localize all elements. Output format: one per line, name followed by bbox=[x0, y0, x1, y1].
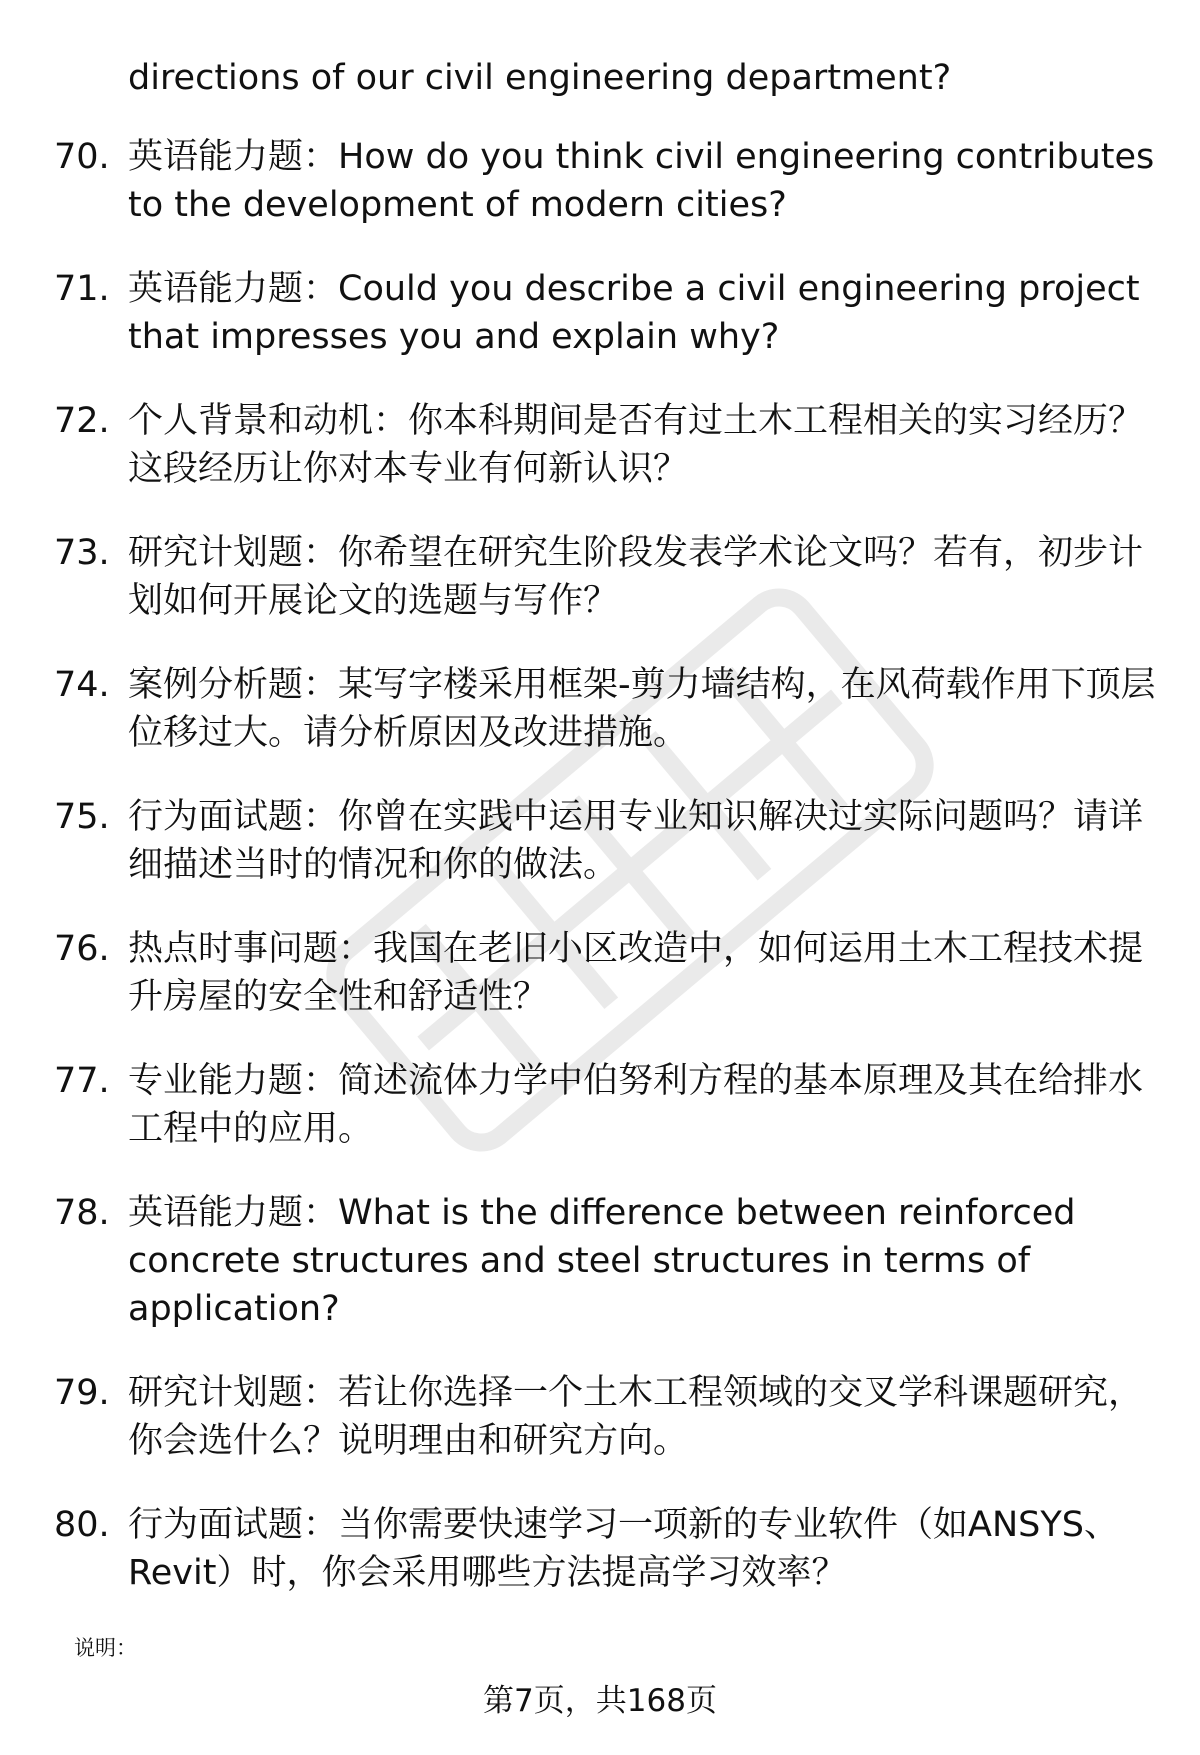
question-number: 78. bbox=[54, 1193, 110, 1233]
question-content bbox=[0, 54, 1200, 1633]
question-item bbox=[0, 1501, 1200, 1597]
question-number: 73. bbox=[54, 533, 110, 573]
question-item bbox=[0, 397, 1200, 493]
question-text: 行为面试题：当你需要快速学习一项新的专业软件（如ANSYS、Revit）时，你会采用哪些方法提高学习效率？ bbox=[128, 1505, 1119, 1593]
question-item bbox=[0, 133, 1200, 229]
question-number: 80. bbox=[54, 1505, 110, 1545]
question-item bbox=[0, 925, 1200, 1021]
question-number: 70. bbox=[54, 137, 110, 177]
question-item bbox=[0, 529, 1200, 625]
question-text: 研究计划题：若让你选择一个土木工程领域的交叉学科课题研究，你会选什么？说明理由和研究方向。 bbox=[128, 1373, 1144, 1461]
question-text: 个人背景和动机：你本科期间是否有过土木工程相关的实习经历？这段经历让你对本专业有何新认识？ bbox=[128, 401, 1144, 489]
question-number: 72. bbox=[54, 401, 110, 441]
question-item bbox=[0, 1369, 1200, 1465]
question-text: 热点时事问题：我国在老旧小区改造中，如何运用土木工程技术提升房屋的安全性和舒适性？ bbox=[128, 929, 1144, 1017]
question-number: 77. bbox=[54, 1061, 110, 1101]
question-number: 71. bbox=[54, 269, 110, 309]
question-item bbox=[0, 265, 1200, 361]
question-text: 行为面试题：你曾在实践中运用专业知识解决过实际问题吗？请详细描述当时的情况和你的做法。 bbox=[128, 797, 1144, 885]
page-number: 第7页，共168页 bbox=[483, 1683, 717, 1719]
question-item bbox=[0, 1189, 1200, 1333]
question-number: 75. bbox=[54, 797, 110, 837]
question-text: 专业能力题：简述流体力学中伯努利方程的基本原理及其在给排水工程中的应用。 bbox=[128, 1061, 1144, 1149]
previous-question-continuation: directions of our civil engineering department? bbox=[128, 58, 952, 98]
question-text: 英语能力题：Could you describe a civil engineering project that impresses you and explain why? bbox=[128, 269, 1140, 357]
question-list bbox=[0, 133, 1200, 1597]
question-text: 研究计划题：你希望在研究生阶段发表学术论文吗？若有，初步计划如何开展论文的选题与写作？ bbox=[128, 533, 1144, 621]
question-text: 案例分析题：某写字楼采用框架-剪力墙结构，在风荷载作用下顶层位移过大。请分析原因及改进措施。 bbox=[128, 665, 1156, 753]
question-text: 英语能力题：How do you think civil engineering contributes to the development of modern cities? bbox=[128, 137, 1155, 225]
question-number: 79. bbox=[54, 1373, 110, 1413]
footer-note-label: 说明： bbox=[74, 1636, 137, 1660]
question-number: 76. bbox=[54, 929, 110, 969]
question-item bbox=[0, 793, 1200, 889]
question-item bbox=[0, 1057, 1200, 1153]
question-item bbox=[0, 661, 1200, 757]
question-number: 74. bbox=[54, 665, 110, 705]
question-text: 英语能力题：What is the difference between reinforced concrete structures and steel structures in terms of application? bbox=[128, 1193, 1076, 1329]
